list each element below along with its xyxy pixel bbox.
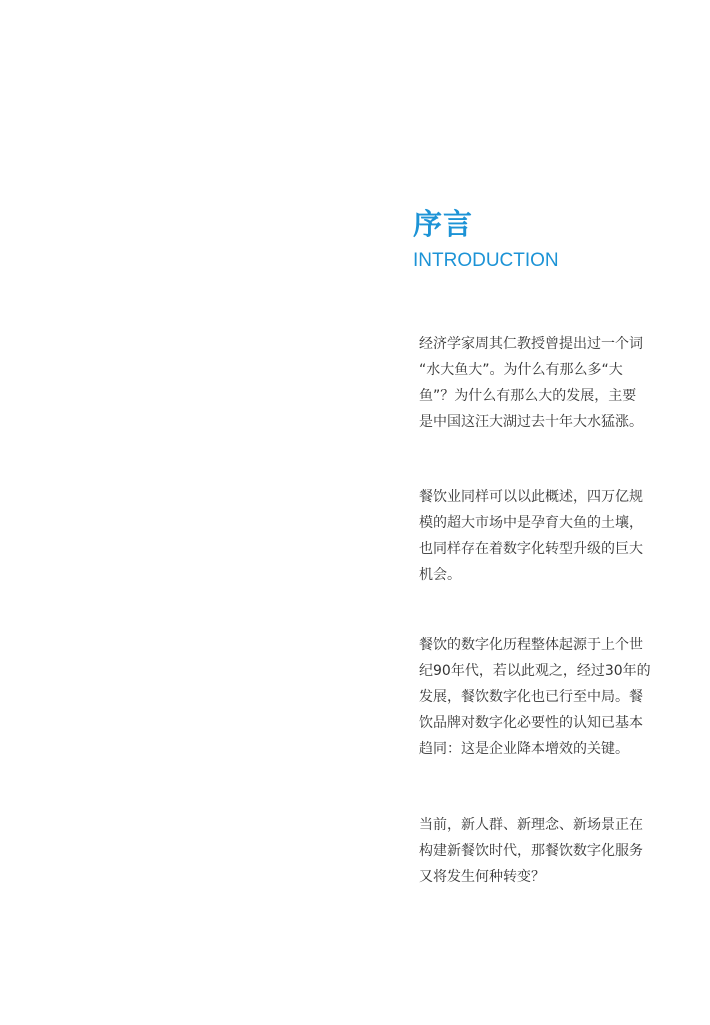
paragraph-4 [419, 812, 664, 890]
paragraph-line: 模的超大市场中是孕育大鱼的土壤， [419, 515, 643, 531]
paragraph-line: 机会。 [419, 567, 461, 583]
page-subtitle: INTRODUCTION [413, 250, 559, 271]
paragraph-line: 趋同：这是企业降本增效的关键。 [419, 741, 629, 757]
paragraph-1 [419, 331, 664, 435]
paragraph-line: 餐饮的数字化历程整体起源于上个世 [419, 637, 643, 653]
paragraph-line: 构建新餐饮时代，那餐饮数字化服务 [419, 843, 643, 859]
paragraph-3 [419, 632, 664, 762]
paragraph-2 [419, 484, 664, 588]
page-title: 序言 [413, 207, 474, 241]
paragraph-line: 又将发生何种转变？ [419, 869, 545, 885]
paragraph-line: 纪90年代，若以此观之，经过30年的 [419, 663, 651, 679]
paragraph-line: 也同样存在着数字化转型升级的巨大 [419, 541, 643, 557]
paragraph-line: 经济学家周其仁教授曾提出过一个词 [419, 336, 643, 352]
paragraph-line: 餐饮业同样可以以此概述，四万亿规 [419, 489, 643, 505]
paragraph-line: 饮品牌对数字化必要性的认知已基本 [419, 715, 643, 731]
paragraph-line: 是中国这汪大湖过去十年大水猛涨。 [419, 414, 643, 430]
paragraph-line: 发展，餐饮数字化也已行至中局。餐 [419, 689, 643, 705]
paragraph-line: 鱼”？为什么有那么大的发展，主要 [419, 388, 637, 404]
paragraph-line: 当前，新人群、新理念、新场景正在 [419, 817, 643, 833]
paragraph-line: “水大鱼大”。为什么有那么多“大 [419, 362, 623, 378]
